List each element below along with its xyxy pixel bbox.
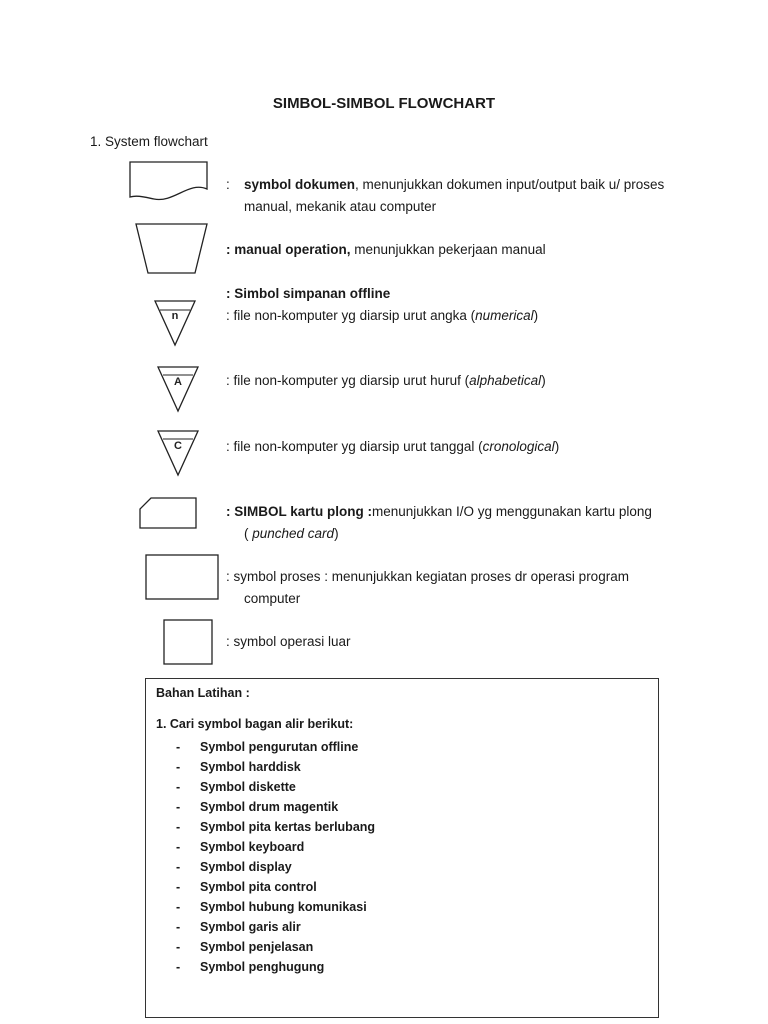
list-item-bullet: - [176, 800, 181, 814]
desc-numerical-text: : file non-komputer yg diarsip urut angka ( [226, 308, 476, 323]
desc-kartu-line2-open: ( [244, 526, 253, 541]
document-symbol-icon [129, 161, 209, 201]
list-item-label: Symbol garis alir [200, 920, 301, 934]
list-item-bullet: - [176, 920, 181, 934]
list-item-bullet: - [176, 940, 181, 954]
desc-dokumen [226, 174, 696, 218]
exercise-list [176, 737, 375, 977]
list-item [176, 937, 375, 957]
desc-kartu-bold: : SIMBOL kartu plong : [226, 504, 372, 519]
list-item [176, 817, 375, 837]
list-item [176, 737, 375, 757]
list-item-bullet: - [176, 960, 181, 974]
desc-alphabetical [226, 370, 696, 392]
list-item-label: Symbol pita control [200, 880, 317, 894]
desc-cronological-italic: cronological [482, 439, 555, 454]
list-item-label: Symbol drum magentik [200, 800, 339, 814]
offline-storage-numerical-glyph: n [171, 310, 179, 322]
list-item-bullet: - [176, 760, 181, 774]
list-item-bullet: - [176, 820, 181, 834]
desc-kartu-line2-close: ) [334, 526, 339, 541]
desc-operasi-luar-text: : symbol operasi luar [226, 634, 351, 649]
desc-dokumen-colon: : [226, 177, 230, 192]
list-item [176, 897, 375, 917]
desc-proses-line2: computer [244, 591, 301, 606]
section-heading: 1. System flowchart [90, 134, 208, 149]
list-item [176, 837, 375, 857]
desc-numerical-close: ) [533, 308, 539, 323]
exercise-box [145, 678, 659, 1018]
offline-storage-numerical-icon [154, 300, 198, 348]
list-item-label: Symbol penghugung [200, 960, 325, 974]
exercise-question: 1. Cari symbol bagan alir berikut: [156, 717, 354, 731]
desc-dokumen-line2: manual, mekanik atau computer [244, 199, 437, 214]
list-item-bullet: - [176, 840, 181, 854]
desc-alphabetical-close: ) [541, 373, 546, 388]
process-symbol-icon [145, 554, 221, 602]
desc-manual [226, 239, 696, 261]
desc-simpanan-heading [226, 283, 696, 305]
desc-operasi-luar [226, 631, 696, 653]
list-item-label: Symbol keyboard [200, 840, 305, 854]
list-item-bullet: - [176, 880, 181, 894]
desc-cronological-text: : file non-komputer yg diarsip urut tanggal ( [226, 439, 483, 454]
offline-storage-alphabetical-glyph: A [174, 376, 182, 388]
list-item [176, 857, 375, 877]
list-item-label: Symbol pengurutan offline [200, 740, 359, 754]
desc-alphabetical-italic: alphabetical [469, 373, 542, 388]
desc-proses [226, 566, 696, 610]
list-item-label: Symbol hubung komunikasi [200, 900, 367, 914]
desc-numerical-italic: numerical [475, 308, 534, 323]
desc-cronological [226, 436, 696, 458]
list-item [176, 757, 375, 777]
external-operation-icon [163, 619, 215, 667]
desc-proses-text: : symbol proses : menunjukkan kegiatan proses dr operasi program [226, 569, 629, 584]
list-item-bullet: - [176, 900, 181, 914]
list-item [176, 877, 375, 897]
manual-operation-icon [135, 223, 210, 276]
desc-manual-bold: : manual operation, [226, 242, 351, 257]
list-item-bullet: - [176, 860, 181, 874]
desc-alphabetical-text: : file non-komputer yg diarsip urut huruf ( [226, 373, 470, 388]
punched-card-icon [139, 497, 199, 531]
list-item [176, 957, 375, 977]
desc-manual-rest: menunjukkan pekerjaan manual [350, 242, 546, 257]
desc-kartu-line2 [226, 523, 696, 545]
list-item-bullet: - [176, 780, 181, 794]
list-item-label: Symbol diskette [200, 780, 296, 794]
desc-cronological-close: ) [554, 439, 560, 454]
list-item-label: Symbol penjelasan [200, 940, 314, 954]
list-item-label: Symbol pita kertas berlubang [200, 820, 376, 834]
desc-dokumen-rest: , menunjukkan dokumen input/output baik u/ proses [355, 177, 665, 192]
desc-kartu-rest: menunjukkan I/O yg menggunakan kartu plong [372, 504, 652, 519]
exercise-title: Bahan Latihan : [156, 686, 250, 700]
page-title: SIMBOL-SIMBOL FLOWCHART [272, 95, 496, 112]
desc-simpanan-heading-text: : Simbol simpanan offline [226, 286, 391, 301]
list-item [176, 797, 375, 817]
desc-kartu [226, 501, 696, 545]
list-item [176, 777, 375, 797]
list-item [176, 917, 375, 937]
desc-dokumen-bold: symbol dokumen [244, 177, 356, 192]
list-item-bullet: - [176, 740, 181, 754]
desc-numerical [226, 305, 696, 327]
list-item-label: Symbol harddisk [200, 760, 301, 774]
desc-kartu-line2-italic: punched card [252, 526, 335, 541]
offline-storage-alphabetical-icon [157, 366, 201, 414]
offline-storage-cronological-glyph: C [174, 440, 182, 452]
list-item-label: Symbol display [200, 860, 292, 874]
offline-storage-cronological-icon [157, 430, 201, 478]
